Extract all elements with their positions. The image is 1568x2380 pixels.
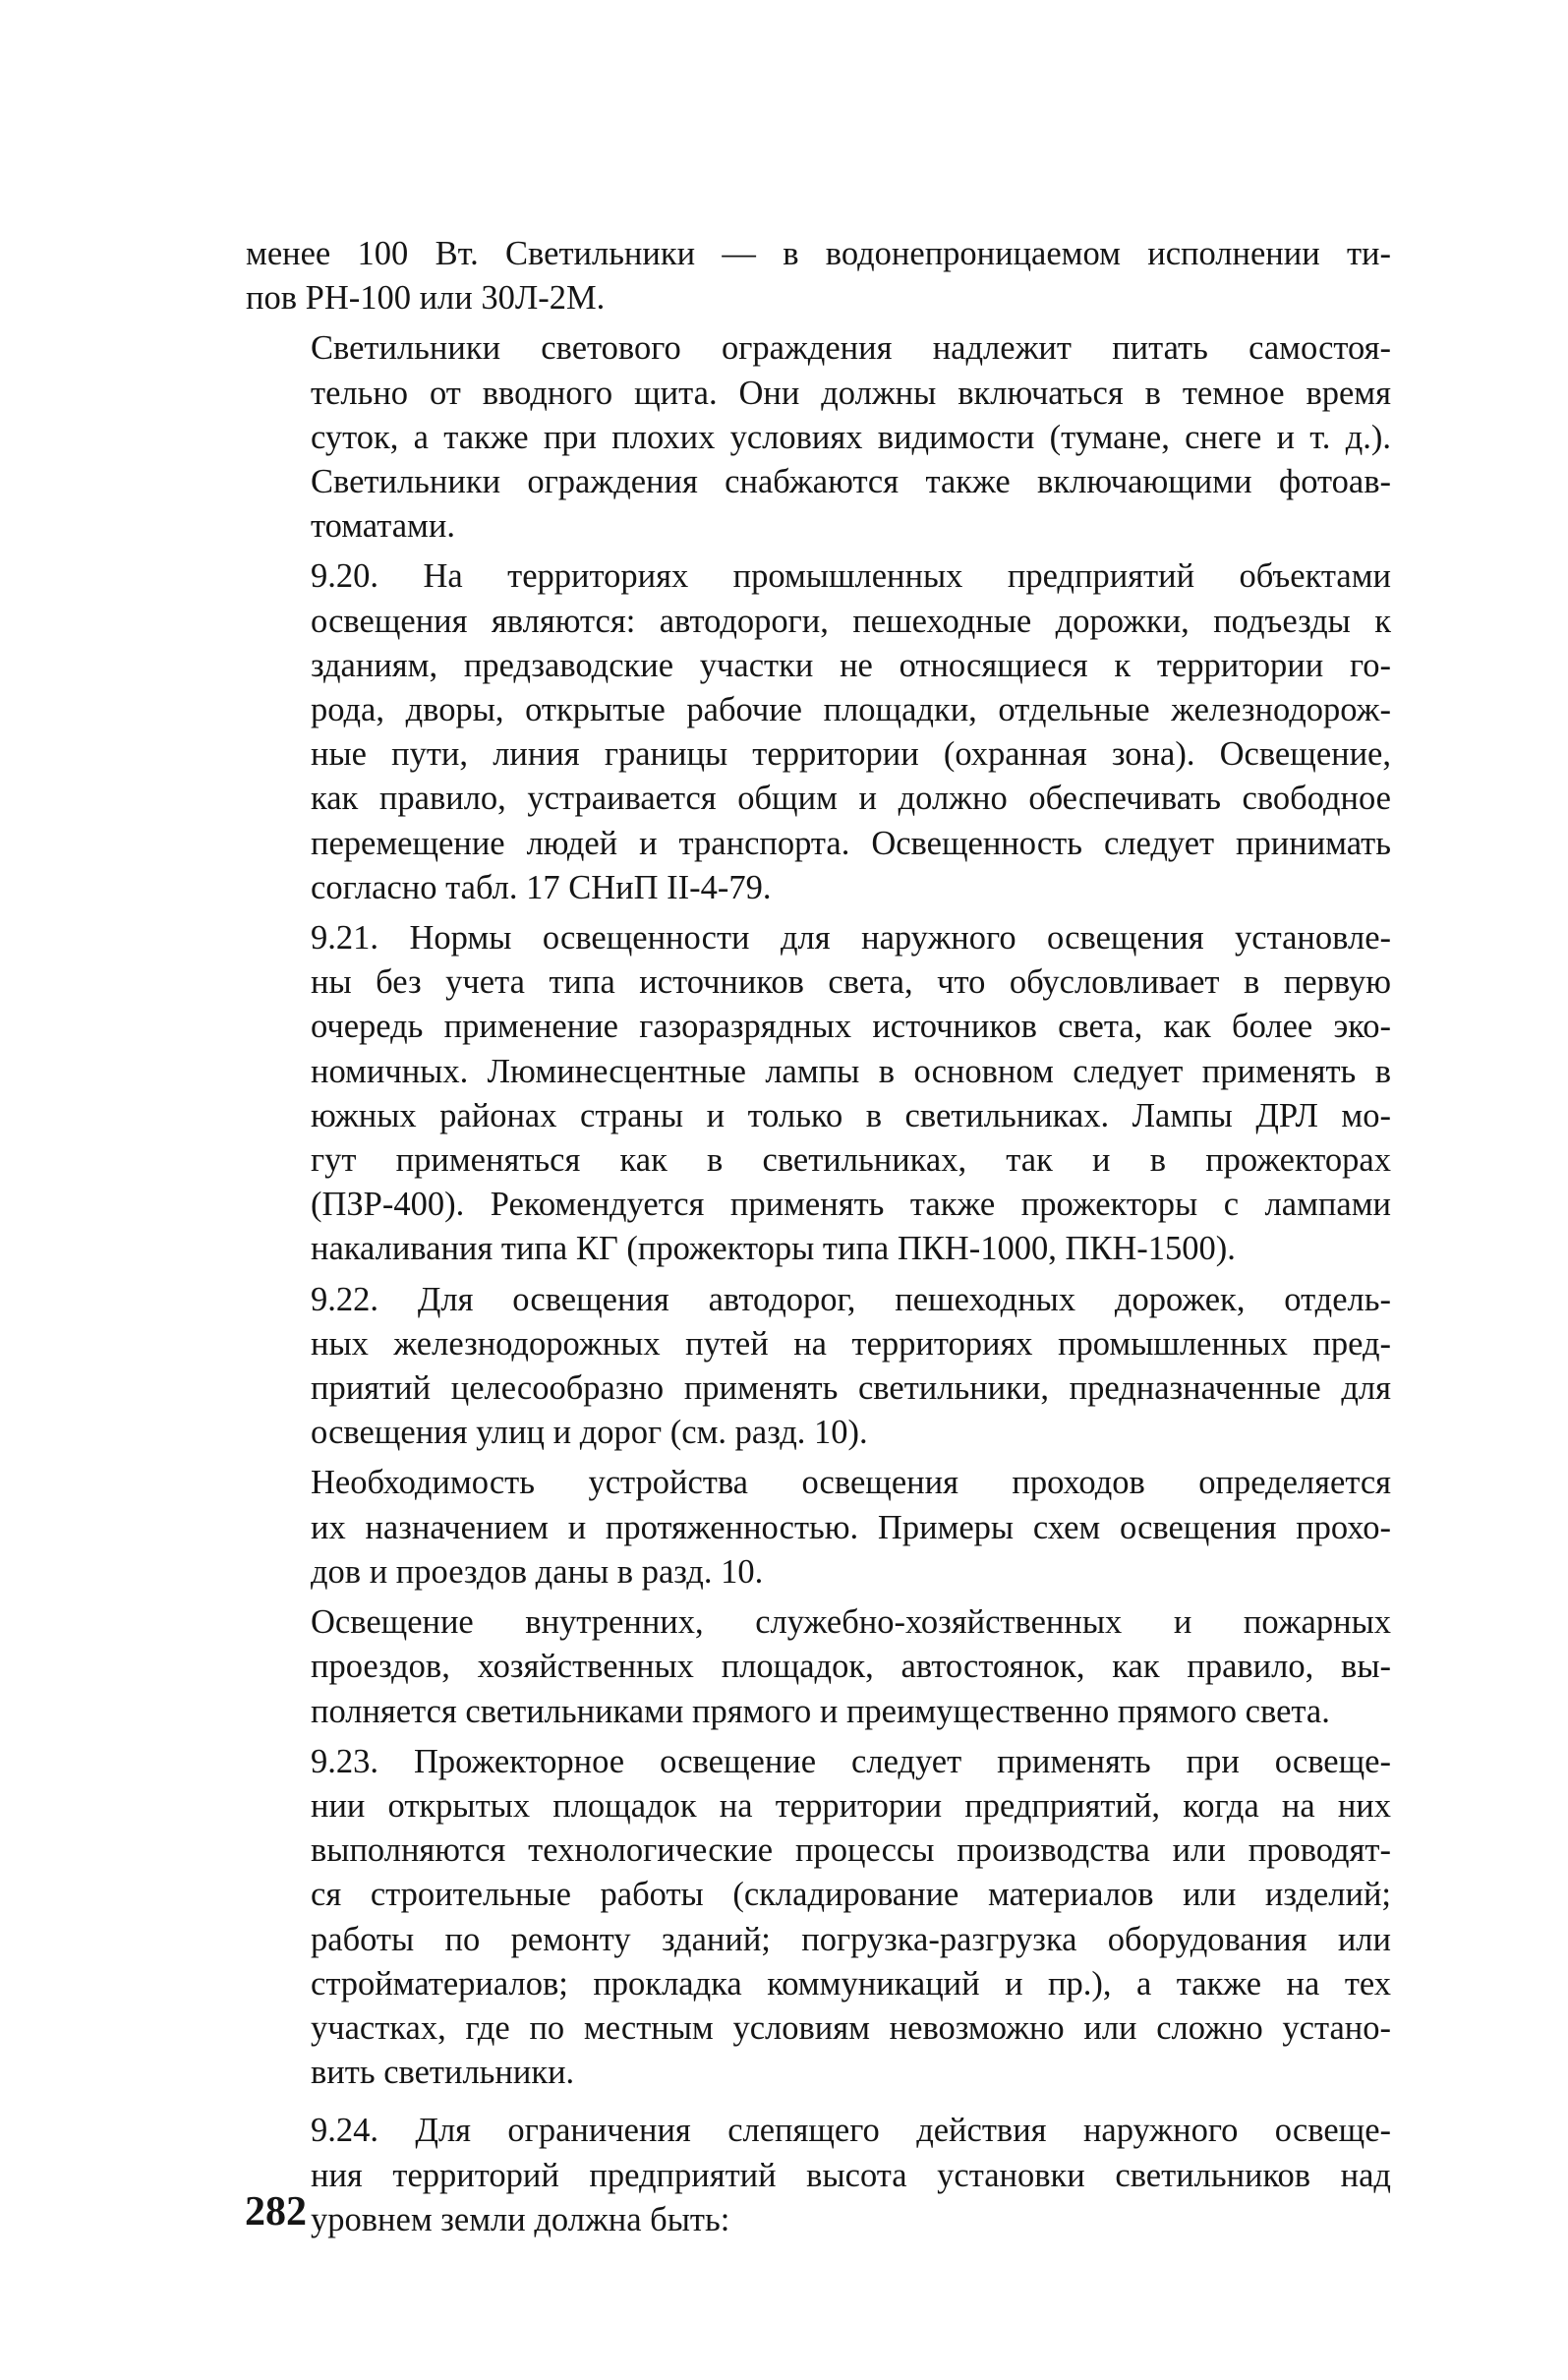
text-line: уровнем земли должна быть: xyxy=(311,2200,730,2238)
text-line: зданиям, предзаводские участки не относящиеся к территории го- xyxy=(311,646,1391,684)
text-line: перемещение людей и транспорта. Освещенность следует принимать xyxy=(311,824,1391,862)
text-line: ния территорий предприятий высота установки светильников над xyxy=(311,2156,1391,2194)
text-line: 9.20. На территориях промышленных предприятий объектами xyxy=(311,557,1391,596)
page-number: 282 xyxy=(245,2189,307,2235)
paragraph-luminaires-type xyxy=(246,232,1391,320)
text-line: ные пути, линия границы территории (охранная зона). Освещение, xyxy=(311,735,1391,774)
text-line: ных железнодорожных путей на территориях промышленных пред- xyxy=(311,1324,1391,1363)
text-line: полняется светильниками прямого и преимущественно прямого света. xyxy=(311,1692,1330,1730)
text-line: суток, а также при плохих условиях видимости (тумане, снеге и т. д.). xyxy=(311,418,1391,456)
text-line: очередь применение газоразрядных источников света, как более эко- xyxy=(311,1008,1391,1046)
text-line: менее 100 Вт. Светильники — в водонепроницаемом исполнении ти- xyxy=(246,235,1391,272)
text-line: ся строительные работы (складирование материалов или изделий; xyxy=(311,1876,1391,1914)
text-line: Светильники светового ограждения надлежит питать самостоя- xyxy=(311,329,1391,368)
text-line: ны без учета типа источников света, что обусловливает в первую xyxy=(311,963,1391,1002)
paragraph-9-20 xyxy=(246,554,1391,910)
text-line: проездов, хозяйственных площадок, автостоянок, как правило, вы- xyxy=(311,1648,1391,1686)
paragraph-9-21 xyxy=(246,916,1391,1272)
text-line: (ПЗР-400). Рекомендуется применять также прожекторы с лампами xyxy=(311,1186,1391,1224)
text-line: участках, где по местным условиям невозможно или сложно устано- xyxy=(311,2008,1391,2047)
text-line: Освещение внутренних, служебно-хозяйственных и пожарных xyxy=(311,1603,1391,1642)
text-line: выполняются технологические процессы производства или проводят- xyxy=(311,1831,1391,1870)
paragraph-internal-drives xyxy=(246,1600,1391,1734)
text-line: стройматериалов; прокладка коммуникаций и пр.), а также на тех xyxy=(311,1964,1391,2003)
text-line: номичных. Люминесцентные лампы в основном следует применять в xyxy=(311,1052,1391,1090)
text-line: дов и проездов даны в разд. 10. xyxy=(311,1552,764,1591)
text-line: вить светильники. xyxy=(311,2054,575,2092)
text-line: 9.21. Нормы освещенности для наружного освещения установле- xyxy=(311,919,1391,958)
text-line: 9.24. Для ограничения слепящего действия наружного освеще- xyxy=(311,2112,1391,2150)
text-line: томатами. xyxy=(311,507,455,546)
text-line: Светильники ограждения снабжаются также включающими фотоав- xyxy=(311,463,1391,501)
text-line: их назначением и протяженностью. Примеры схем освещения прохо- xyxy=(311,1508,1391,1546)
text-line: как правило, устраивается общим и должно обеспечивать свободное xyxy=(311,780,1391,818)
text-line: приятий целесообразно применять светильники, предназначенные для xyxy=(311,1369,1391,1408)
text-line: работы по ремонту зданий; погрузка-разгрузка оборудования или xyxy=(311,1920,1391,1958)
body-text xyxy=(246,232,1391,2242)
text-line: накаливания типа КГ (прожекторы типа ПКН-1000, ПКН-1500). xyxy=(311,1230,1236,1268)
text-line: Необходимость устройства освещения проходов определяется xyxy=(311,1464,1391,1502)
paragraph-9-23 xyxy=(246,1740,1391,2096)
text-line: согласно табл. 17 СНиП II-4-79. xyxy=(311,868,772,906)
text-line: 9.23. Прожекторное освещение следует применять при освеще- xyxy=(311,1742,1391,1780)
text-line: рода, дворы, открытые рабочие площадки, отдельные железнодорож- xyxy=(311,691,1391,729)
paragraph-9-24 xyxy=(246,2109,1391,2242)
text-line: гут применяться как в светильниках, так и в прожекторах xyxy=(311,1141,1391,1180)
text-line: пов РН-100 или 30Л-2М. xyxy=(246,279,606,318)
paragraph-9-22 xyxy=(246,1278,1391,1456)
paragraph-fence-lighting xyxy=(246,326,1391,549)
text-line: нии открытых площадок на территории предприятий, когда на них xyxy=(311,1786,1391,1825)
text-line: тельно от вводного щита. Они должны включаться в темное время xyxy=(311,374,1391,412)
text-line: освещения улиц и дорог (см. разд. 10). xyxy=(311,1414,868,1452)
text-line: южных районах страны и только в светильниках. Лампы ДРЛ мо- xyxy=(311,1096,1391,1134)
text-line: 9.22. Для освещения автодорог, пешеходных дорожек, отдель- xyxy=(311,1280,1391,1318)
text-line: освещения являются: автодороги, пешеходные дорожки, подъезды к xyxy=(311,602,1391,640)
paragraph-passages xyxy=(246,1461,1391,1595)
